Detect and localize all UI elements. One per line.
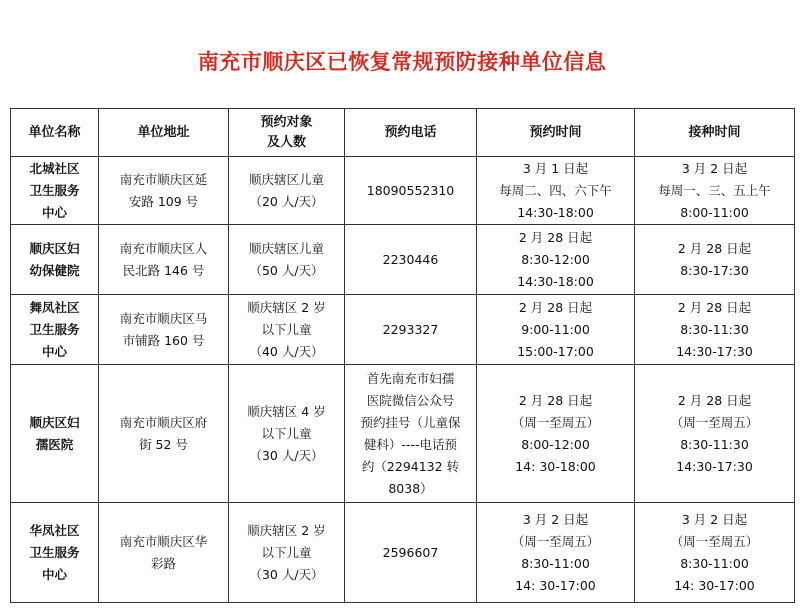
target-cell: 顺庆辖区 2 岁 以下儿童 （30 人/天） <box>229 503 345 603</box>
header-appointment-time: 预约时间 <box>477 109 635 157</box>
header-vaccination-time: 接种时间 <box>635 109 795 157</box>
vaccination-time-cell: 2 月 28 日起 （周一至周五） 8:30-11:30 14:30-17:30 <box>635 365 795 503</box>
unit-address-cell: 南充市顺庆区延 安路 109 号 <box>99 157 229 225</box>
vaccination-time-cell: 3 月 2 日起 每周一、三、五上午 8:00-11:00 <box>635 157 795 225</box>
target-cell: 顺庆辖区 4 岁 以下儿童 （30 人/天） <box>229 365 345 503</box>
vaccination-units-table <box>10 108 795 603</box>
table-header-row <box>11 109 795 157</box>
unit-address-cell: 南充市顺庆区府 街 52 号 <box>99 365 229 503</box>
vaccination-time-cell: 2 月 28 日起 8:30-11:30 14:30-17:30 <box>635 295 795 365</box>
unit-name-cell: 舞凤社区 卫生服务 中心 <box>11 295 99 365</box>
appointment-time-cell: 2 月 28 日起 （周一至周五） 8:00-12:00 14: 30-18:00 <box>477 365 635 503</box>
table-row <box>11 503 795 603</box>
table-row <box>11 365 795 503</box>
unit-address-cell: 南充市顺庆区华 彩路 <box>99 503 229 603</box>
unit-address-cell: 南充市顺庆区人 民北路 146 号 <box>99 225 229 295</box>
table-row <box>11 225 795 295</box>
vaccination-time-cell: 3 月 2 日起 （周一至周五） 8:30-11:00 14: 30-17:00 <box>635 503 795 603</box>
table-row <box>11 157 795 225</box>
phone-cell: 2230446 <box>345 225 477 295</box>
page-title: 南充市顺庆区已恢复常规预防接种单位信息 <box>197 50 607 74</box>
table-row <box>11 295 795 365</box>
phone-cell: 首先南充市妇孺 医院微信公众号 预约挂号（儿童保 健科）----电话预 约（2294132 转 8038） <box>345 365 477 503</box>
target-cell: 顺庆辖区儿童 （20 人/天） <box>229 157 345 225</box>
appointment-time-cell: 3 月 2 日起 （周一至周五） 8:30-11:00 14: 30-17:00 <box>477 503 635 603</box>
unit-address-cell: 南充市顺庆区马 市铺路 160 号 <box>99 295 229 365</box>
header-unit-address: 单位地址 <box>99 109 229 157</box>
phone-cell: 18090552310 <box>345 157 477 225</box>
unit-name-cell: 华凤社区 卫生服务 中心 <box>11 503 99 603</box>
header-target: 预约对象 及人数 <box>229 109 345 157</box>
phone-cell: 2596607 <box>345 503 477 603</box>
appointment-time-cell: 2 月 28 日起 8:30-12:00 14:30-18:00 <box>477 225 635 295</box>
target-cell: 顺庆辖区 2 岁 以下儿童 （40 人/天） <box>229 295 345 365</box>
appointment-time-cell: 3 月 1 日起 每周二、四、六下午 14:30-18:00 <box>477 157 635 225</box>
vaccination-time-cell: 2 月 28 日起 8:30-17:30 <box>635 225 795 295</box>
header-unit-name: 单位名称 <box>11 109 99 157</box>
header-phone: 预约电话 <box>345 109 477 157</box>
target-cell: 顺庆辖区儿童 （50 人/天） <box>229 225 345 295</box>
unit-name-cell: 顺庆区妇 幼保健院 <box>11 225 99 295</box>
appointment-time-cell: 2 月 28 日起 9:00-11:00 15:00-17:00 <box>477 295 635 365</box>
unit-name-cell: 北城社区 卫生服务 中心 <box>11 157 99 225</box>
unit-name-cell: 顺庆区妇 孺医院 <box>11 365 99 503</box>
phone-cell: 2293327 <box>345 295 477 365</box>
